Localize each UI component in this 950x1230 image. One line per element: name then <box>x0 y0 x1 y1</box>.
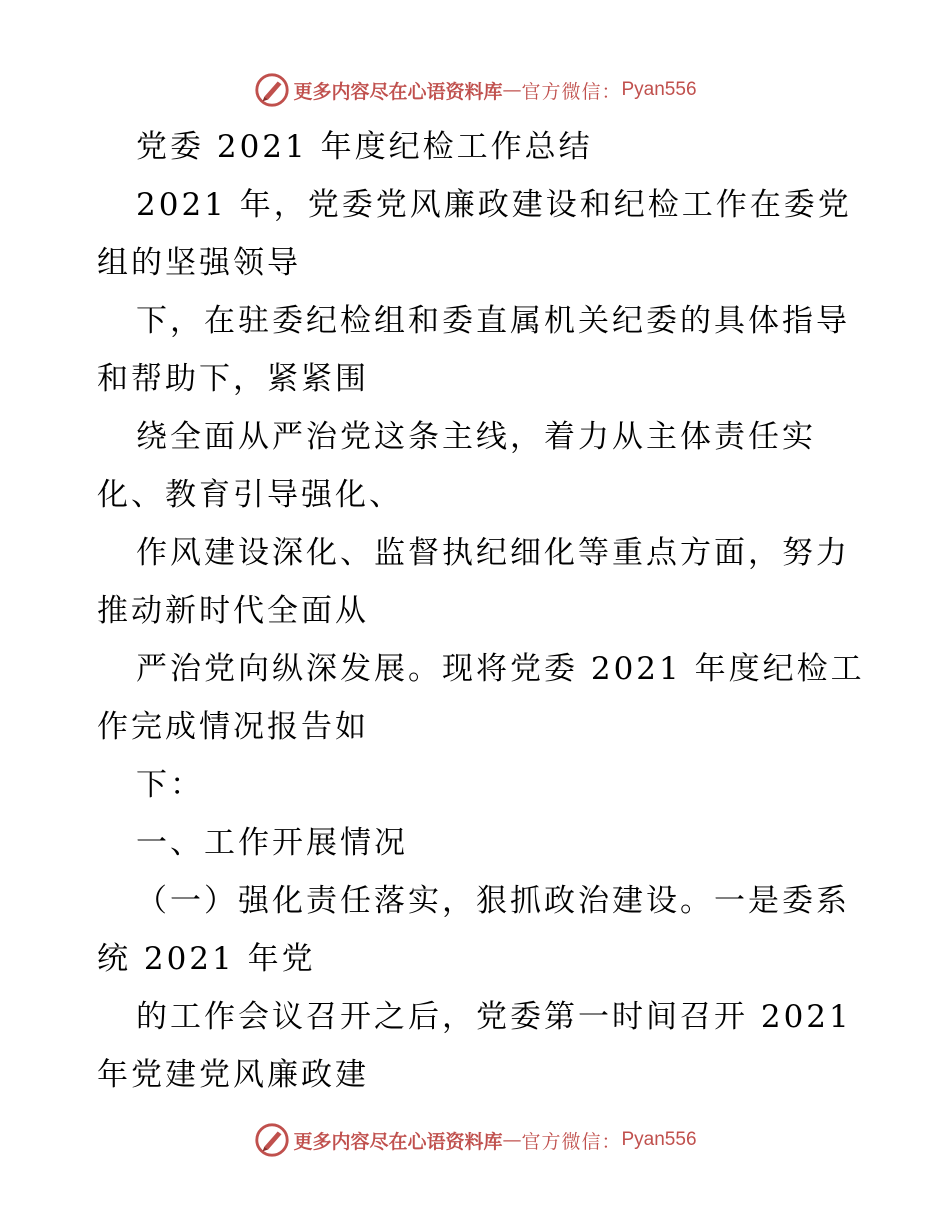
pen-circle-logo-icon <box>253 71 291 109</box>
watermark-suffix: 官方微信： <box>521 80 622 103</box>
paragraph-line: 年党建党风廉政建 <box>97 1057 369 1093</box>
section-heading: 一、工作开展情况 <box>136 825 408 861</box>
watermark-text: 更多内容尽在心语资料库 <box>293 1130 503 1153</box>
doc-title: 党委 2021 年度纪检工作总结 <box>136 129 593 165</box>
paragraph-line: 严治党向纵深发展。现将党委 2021 年度纪检工 <box>136 651 865 687</box>
watermark-separator: — <box>502 1129 522 1151</box>
paragraph-line: 2021 年，党委党风廉政建设和纪检工作在委党 <box>136 187 852 223</box>
header-watermark <box>0 70 950 110</box>
paragraph-line: 统 2021 年党 <box>97 941 316 977</box>
watermark-separator: — <box>502 79 522 101</box>
watermark-id: Pyan556 <box>621 79 697 100</box>
paragraph-line: 和帮助下，紧紧围 <box>97 361 369 397</box>
watermark-text: 更多内容尽在心语资料库 <box>293 80 503 103</box>
paragraph-line: 化、教育引导强化、 <box>97 477 403 513</box>
paragraph-line: 推动新时代全面从 <box>97 593 369 629</box>
paragraph-line: 下，在驻委纪检组和委直属机关纪委的具体指导 <box>136 303 850 339</box>
document-body <box>97 118 877 1104</box>
paragraph-line: 组的坚强领导 <box>97 245 301 281</box>
footer-watermark <box>0 1120 950 1160</box>
watermark-id: Pyan556 <box>621 1129 697 1150</box>
paragraph-line: 作风建设深化、监督执纪细化等重点方面，努力 <box>136 535 850 571</box>
paragraph-line: 作完成情况报告如 <box>97 709 369 745</box>
paragraph-line: 下： <box>136 767 204 803</box>
paragraph-line: （一）强化责任落实，狠抓政治建设。一是委系 <box>136 883 850 919</box>
watermark-suffix: 官方微信： <box>521 1130 622 1153</box>
pen-circle-logo-icon <box>253 1121 291 1159</box>
paragraph-line: 的工作会议召开之后，党委第一时间召开 2021 <box>136 999 852 1035</box>
paragraph-line: 绕全面从严治党这条主线，着力从主体责任实 <box>136 419 816 455</box>
